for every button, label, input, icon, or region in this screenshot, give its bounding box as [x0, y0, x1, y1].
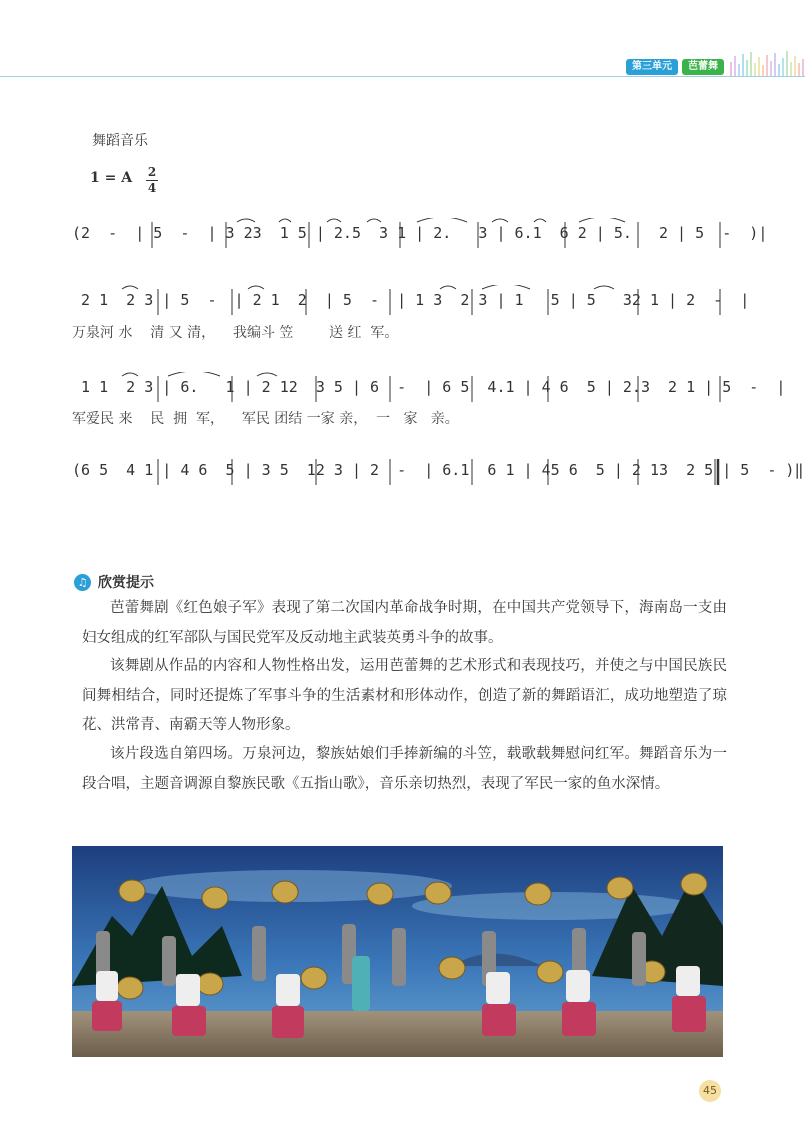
score-row-3 [72, 372, 786, 408]
score-row-2 [72, 285, 750, 321]
music-note-icon: ♫ [74, 574, 91, 591]
time-signature [145, 166, 159, 195]
score-row-1 [72, 218, 768, 254]
score-row-4 [72, 455, 804, 491]
tips-paragraph-3: 该片段选自第四场。万泉河边，黎族姑娘们手捧新编的斗笠，载歌载舞慰问红军。舞蹈音乐为一段合唱，主题音调源自黎族民歌《五指山歌》，音乐亲切热烈，表现了军民一家的鱼水深情。 [82, 746, 727, 792]
time-signature-top: 2 [147, 165, 157, 179]
tips-heading-label: 欣赏提示 [98, 575, 154, 591]
topic-tag: 芭蕾舞 [682, 59, 724, 75]
tips-paragraph-1: 芭蕾舞剧《红色娘子军》表现了第二次国内革命战争时期，在中国共产党领导下，海南岛一支由妇女组成的红军部队与国民党军及反动地主武装英勇斗争的故事。 [82, 600, 727, 646]
key-signature: 1 = A [90, 170, 133, 186]
page-number: 45 [699, 1080, 721, 1102]
decorative-bars-icon [728, 48, 805, 76]
ballet-performance-photo [72, 846, 723, 1057]
music-title: 舞蹈音乐 [92, 133, 148, 149]
header-rule [0, 76, 805, 77]
unit-tag: 第三单元 [626, 59, 678, 75]
page-header [0, 48, 805, 88]
score-row-3-lyrics: 军爱民 来 民 拥 军， 军民 团结 一家 亲， 一 家 亲。 [72, 411, 459, 427]
score-row-2-lyrics: 万泉河 水 清 又 清， 我编斗 笠 送 红 军。 [72, 325, 399, 341]
tips-paragraph-2: 该舞剧从作品的内容和人物性格出发，运用芭蕾舞的艺术形式和表现技巧，并使之与中国民族民间舞相结合，同时还提炼了军事斗争的生活素材和形体动作，创造了新的舞蹈语汇，成功地塑造了琼花、洪常青、南霸天等人物形象。 [82, 658, 727, 733]
score-row-3-notes: 1 1 2 3 | 6. 1 | 2 12 3 5 | 6 - | 6 5 4.1 | 4 6 5 | 2.3 2 1 | 5 - | [72, 378, 786, 396]
score-row-4-notes: (6 5 4 1 | 4 6 5 | 3 5 12 3 | 2 - | 6.1 6 1 | 45 6 5 | 2 13 2 5 | 5 - )‖ [72, 461, 804, 479]
time-signature-bottom: 4 [147, 181, 157, 195]
score-row-2-notes: 2 1 2 3 | 5 - | 2 1 2 | 5 - | 1 3 2 3 | 1 5 | 5 32 1 | 2 - | [72, 291, 750, 309]
ballet-photo-illustration [72, 846, 723, 1057]
score-row-1-notes: (2 - | 5 - | 3 23 1 5 | 2.5 3 1 | 2. 3 | 6.1 6 2 | 5. 2 | 5 - )| [72, 224, 768, 242]
